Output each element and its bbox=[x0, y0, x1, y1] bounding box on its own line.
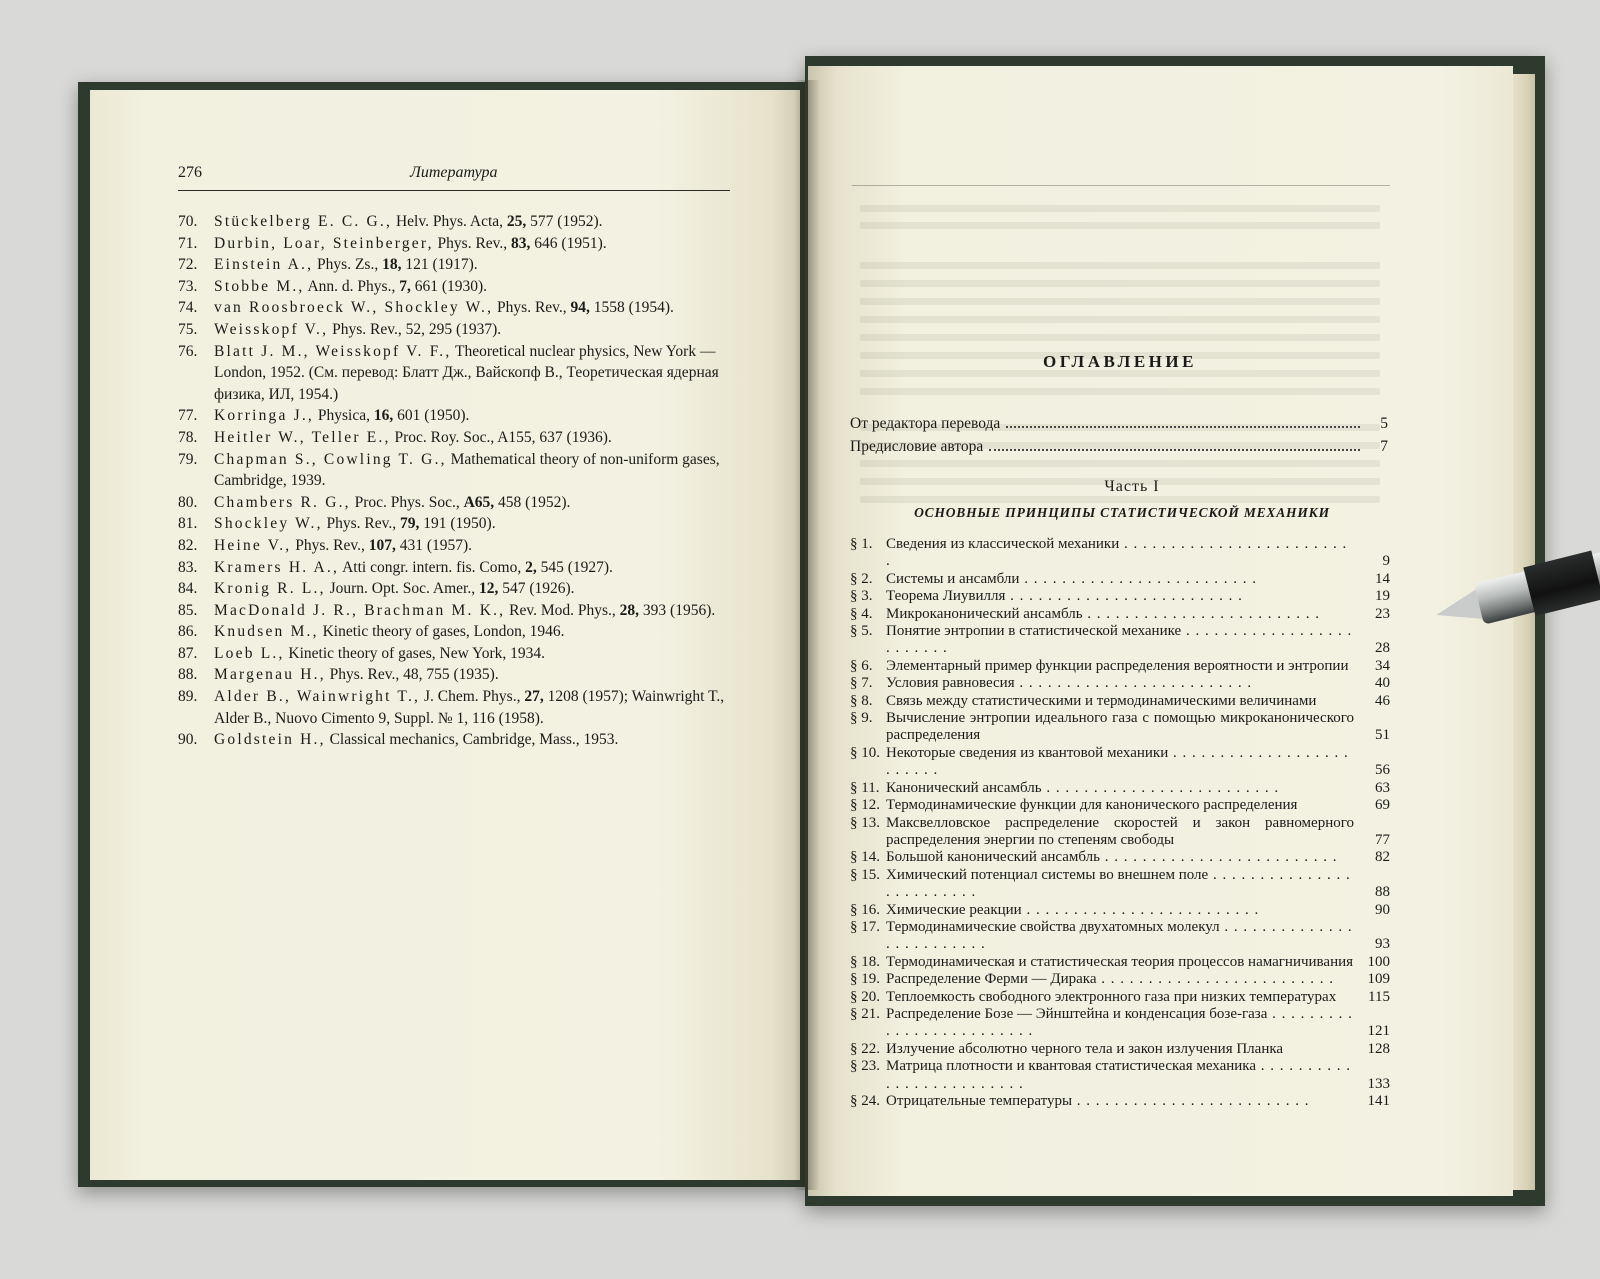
reference-details: 191 (1950). bbox=[419, 515, 496, 533]
book-gutter bbox=[794, 80, 820, 1190]
reference-item bbox=[178, 405, 738, 427]
section-page: 128 bbox=[1367, 1040, 1390, 1057]
reference-item bbox=[178, 297, 738, 319]
reference-source: Journ. Opt. Soc. Amer., bbox=[325, 580, 479, 598]
section-title: Условия равновесия . . . bbox=[886, 675, 1354, 692]
reference-number: 81. bbox=[178, 515, 198, 533]
toc-section-item bbox=[850, 623, 1390, 658]
reference-item bbox=[178, 664, 738, 686]
bleed-through-line bbox=[860, 316, 1380, 323]
section-title: Максвелловское распределение скоростей и закон равномерного распределения энергии по степеням свободы bbox=[886, 814, 1354, 848]
reference-source: Classical mechanics, Cambridge, Mass., 1953. bbox=[325, 731, 619, 749]
bleed-through-line bbox=[860, 460, 1380, 467]
reference-details: 121 (1917). bbox=[401, 256, 478, 274]
section-page: 56 bbox=[1375, 762, 1390, 779]
reference-number: 87. bbox=[178, 644, 198, 662]
reference-author: Heitler W., Teller E., bbox=[214, 428, 391, 446]
front-matter-list bbox=[850, 412, 1388, 458]
reference-number: 83. bbox=[178, 558, 198, 576]
section-number: § 15. bbox=[850, 866, 880, 883]
reference-volume: 79, bbox=[400, 515, 420, 533]
section-title: Отрицательные температуры . . . bbox=[886, 1093, 1354, 1110]
reference-source: Phys. Rev., 52, 295 (1937). bbox=[328, 320, 502, 338]
reference-number: 90. bbox=[178, 731, 198, 749]
section-number: § 10. bbox=[850, 744, 880, 761]
section-page: 28 bbox=[1375, 640, 1390, 657]
reference-number: 86. bbox=[178, 623, 198, 641]
reference-item bbox=[178, 557, 738, 579]
section-title: Термодинамическая и статистическая теория процессов намагничивания bbox=[886, 953, 1354, 970]
reference-source: Phys. Rev., bbox=[493, 299, 571, 317]
reference-author: MacDonald J. R., Brachman M. K., bbox=[214, 601, 506, 619]
section-number: § 1. bbox=[850, 536, 873, 552]
reference-source: Proc. Phys. Soc., bbox=[350, 493, 464, 511]
section-number: § 7. bbox=[850, 675, 873, 692]
reference-item bbox=[178, 427, 738, 449]
section-number: § 20. bbox=[850, 988, 880, 1005]
section-title: Связь между статистическими и термодинамическими величинами bbox=[886, 692, 1317, 709]
section-number: § 13. bbox=[850, 814, 880, 831]
reference-number: 78. bbox=[178, 428, 198, 446]
toc-section-item bbox=[850, 815, 1390, 850]
section-title: Химический потенциал системы во внешнем поле . . . bbox=[886, 867, 1354, 902]
reference-item bbox=[178, 341, 738, 406]
section-title: Сведения из классической механики . . . bbox=[886, 536, 1354, 571]
section-title: Микроканонический ансамбль . . . bbox=[886, 606, 1354, 623]
reference-item bbox=[178, 643, 738, 665]
bleed-through-line bbox=[860, 205, 1380, 212]
reference-source: Rev. Mod. Phys., bbox=[505, 601, 620, 619]
reference-number: 88. bbox=[178, 666, 198, 684]
reference-volume: 18, bbox=[382, 256, 402, 274]
section-title: Теорема Лиувилля . . . bbox=[886, 588, 1354, 605]
section-number: § 21. bbox=[850, 1005, 880, 1022]
section-title: Понятие энтропии в статистической механике . . . bbox=[886, 623, 1354, 658]
reference-list bbox=[178, 211, 738, 751]
toc-section-item bbox=[850, 867, 1390, 902]
reference-author: Kronig R. L., bbox=[214, 580, 326, 598]
reference-details: 1558 (1954). bbox=[589, 299, 674, 317]
reference-details: 393 (1956). bbox=[639, 601, 716, 619]
section-title: Вычисление энтропии идеального газа с помощью микроканонического распределения bbox=[886, 710, 1354, 744]
reference-source: Phys. Rev., bbox=[322, 515, 401, 533]
reference-author: Loeb L., bbox=[214, 644, 285, 662]
dot-leader bbox=[989, 449, 1360, 451]
section-title: Системы и ансамбли . . . bbox=[886, 571, 1354, 588]
section-title: Большой канонический ансамбль . . . bbox=[886, 849, 1354, 866]
reference-volume: 2, bbox=[525, 558, 537, 576]
running-head bbox=[178, 160, 730, 191]
reference-author: Kramers H. A., bbox=[214, 558, 340, 576]
section-title: Распределение Бозе — Эйнштейна и конденсация бозе-газа . . . bbox=[886, 1006, 1354, 1041]
section-number: § 11. bbox=[850, 779, 880, 796]
section-page: 88 bbox=[1375, 884, 1390, 901]
reference-source: Phys. Zs., bbox=[313, 256, 383, 274]
section-number: § 9. bbox=[850, 710, 873, 727]
reference-number: 75. bbox=[178, 320, 198, 338]
reference-number: 82. bbox=[178, 536, 198, 554]
toc-section-item bbox=[850, 1093, 1390, 1110]
reference-source: Helv. Phys. Acta, bbox=[392, 213, 507, 230]
toc-section-item bbox=[850, 1041, 1390, 1058]
section-page: 19 bbox=[1375, 588, 1390, 605]
bleed-through-line bbox=[860, 334, 1380, 341]
section-page: 133 bbox=[1367, 1075, 1390, 1092]
reference-number: 73. bbox=[178, 277, 198, 295]
toc-front-item bbox=[850, 435, 1388, 458]
reference-author: Heine V., bbox=[214, 536, 292, 554]
section-title: Термодинамические свойства двухатомных молекул . . . bbox=[886, 919, 1354, 954]
reference-source: Theoretical nuclear physics, New York — London, 1952. (См. перевод: Блатт Дж., Вайскопф В., Теоретическая ядерная физика, ИЛ, 1954.) bbox=[214, 342, 719, 403]
section-number: § 5. bbox=[850, 623, 873, 640]
reference-details: 661 (1930). bbox=[410, 277, 488, 295]
bleed-through-rule bbox=[852, 185, 1390, 186]
toc-section-item bbox=[850, 536, 1390, 571]
reference-item bbox=[178, 254, 738, 276]
section-page: 40 bbox=[1375, 675, 1390, 692]
section-page: 77 bbox=[1375, 831, 1390, 848]
reference-author: Korringa J., bbox=[214, 407, 315, 425]
toc-section-item bbox=[850, 571, 1390, 588]
toc-front-page: 5 bbox=[1380, 415, 1388, 432]
reference-author: Weisskopf V., bbox=[214, 320, 329, 338]
reference-author: Stückelberg E. C. G., bbox=[214, 213, 393, 230]
section-page: 14 bbox=[1375, 570, 1390, 587]
reference-details: 545 (1927). bbox=[536, 558, 613, 576]
reference-author: Blatt J. M., Weisskopf V. F., bbox=[214, 342, 452, 360]
page-number: 276 bbox=[178, 164, 202, 181]
reference-number: 79. bbox=[178, 450, 198, 468]
reference-details: 547 (1926). bbox=[498, 580, 575, 598]
section-page: 100 bbox=[1367, 953, 1390, 970]
toc-title: ОГЛАВЛЕНИЕ bbox=[1043, 352, 1197, 371]
reference-author: Alder B., Wainwright T., bbox=[214, 688, 421, 706]
reference-item bbox=[178, 276, 738, 298]
section-page: 51 bbox=[1375, 727, 1390, 744]
section-number: § 6. bbox=[850, 657, 873, 674]
part-title: ОСНОВНЫЕ ПРИНЦИПЫ СТАТИСТИЧЕСКОЙ МЕХАНИКИ bbox=[914, 505, 1330, 520]
section-page: 141 bbox=[1367, 1093, 1390, 1109]
bleed-through-line bbox=[860, 222, 1380, 229]
reference-number: 84. bbox=[178, 580, 198, 598]
section-title: Термодинамические функции для канонического распределения bbox=[886, 797, 1298, 814]
section-number: § 17. bbox=[850, 918, 880, 935]
reference-item bbox=[178, 621, 738, 643]
reference-volume: 12, bbox=[478, 580, 499, 598]
section-number: § 19. bbox=[850, 971, 880, 988]
section-number: § 14. bbox=[850, 849, 880, 866]
section-title: Излучение абсолютно черного тела и закон излучения Планка bbox=[886, 1040, 1284, 1057]
toc-section-item bbox=[850, 693, 1390, 710]
reference-details: 577 (1952). bbox=[526, 213, 603, 230]
bleed-through-line bbox=[860, 262, 1380, 269]
reference-details: 601 (1950). bbox=[393, 407, 470, 425]
toc-section-item bbox=[850, 675, 1390, 692]
toc-section-item bbox=[850, 954, 1390, 971]
section-number: § 24. bbox=[850, 1093, 880, 1109]
reference-source: J. Chem. Phys., bbox=[420, 688, 525, 706]
section-title: Теплоемкость свободного электронного газа при низких температурах bbox=[886, 988, 1337, 1005]
section-page: 9 bbox=[1382, 553, 1390, 570]
section-number: § 4. bbox=[850, 605, 873, 622]
section-page: 23 bbox=[1375, 605, 1390, 622]
toc-section-item bbox=[850, 780, 1390, 797]
reference-item bbox=[178, 513, 738, 535]
section-number: § 16. bbox=[850, 901, 880, 918]
section-number: § 22. bbox=[850, 1040, 880, 1057]
toc-section-item bbox=[850, 710, 1390, 745]
reference-number: 76. bbox=[178, 342, 198, 360]
reference-author: Durbin, Loar, Steinberger, bbox=[214, 234, 434, 252]
toc-section-item bbox=[850, 658, 1390, 675]
reference-item bbox=[178, 319, 738, 341]
bleed-through-line bbox=[860, 298, 1380, 305]
toc-section-item bbox=[850, 1006, 1390, 1041]
reference-source: Mathematical theory of non-uniform gases, Cambridge, 1939. bbox=[214, 450, 720, 490]
section-number: § 3. bbox=[850, 588, 873, 605]
toc-front-title: Предисловие автора bbox=[850, 438, 984, 455]
reference-number: 72. bbox=[178, 256, 198, 274]
reference-author: Chapman S., Cowling T. G., bbox=[214, 450, 447, 468]
dot-leader bbox=[1006, 426, 1360, 428]
reference-author: Stobbe M., bbox=[214, 277, 305, 295]
section-number: § 12. bbox=[850, 797, 880, 814]
toc-section-item bbox=[850, 971, 1390, 988]
reference-item bbox=[178, 729, 738, 751]
reference-source: Phys. Rev., 48, 755 (1935). bbox=[325, 666, 499, 684]
toc-front-page: 7 bbox=[1380, 438, 1388, 455]
toc-front-item bbox=[850, 412, 1388, 435]
reference-source: Kinetic theory of gases, London, 1946. bbox=[318, 623, 565, 641]
reference-number: 70. bbox=[178, 213, 198, 230]
section-page: 46 bbox=[1375, 692, 1390, 709]
reference-author: van Roosbroeck W., Shockley W., bbox=[214, 299, 494, 317]
toc-section-item bbox=[850, 1058, 1390, 1093]
toc-section-item bbox=[850, 849, 1390, 866]
reference-author: Chambers R. G., bbox=[214, 493, 351, 511]
section-page: 34 bbox=[1375, 657, 1390, 674]
toc-section-item bbox=[850, 902, 1390, 919]
section-number: § 2. bbox=[850, 570, 873, 587]
toc-section-item bbox=[850, 797, 1390, 814]
section-page: 93 bbox=[1375, 936, 1390, 953]
reference-item bbox=[178, 578, 738, 600]
reference-volume: 107, bbox=[368, 536, 396, 554]
section-title: Канонический ансамбль . . . bbox=[886, 780, 1354, 797]
section-page: 63 bbox=[1375, 779, 1390, 796]
section-page: 121 bbox=[1367, 1023, 1390, 1040]
section-page: 109 bbox=[1367, 971, 1390, 988]
reference-number: 80. bbox=[178, 493, 198, 511]
toc-section-item bbox=[850, 745, 1390, 780]
reference-volume: 7, bbox=[399, 277, 411, 295]
reference-volume: 25, bbox=[506, 213, 527, 230]
reference-source: Physica, bbox=[314, 407, 374, 425]
reference-number: 71. bbox=[178, 234, 198, 252]
section-title: Некоторые сведения из квантовой механики . . . bbox=[886, 745, 1354, 780]
reference-number: 85. bbox=[178, 601, 198, 619]
reference-volume: 94, bbox=[570, 299, 590, 317]
reference-author: Margenau H., bbox=[214, 666, 326, 684]
reference-source: Proc. Roy. Soc., A155, 637 (1936). bbox=[390, 428, 612, 446]
reference-source: Ann. d. Phys., bbox=[304, 277, 400, 295]
section-page: 115 bbox=[1368, 988, 1390, 1005]
part-label: Часть I bbox=[1104, 478, 1160, 495]
reference-source: Atti congr. intern. fis. Como, bbox=[339, 558, 526, 576]
bleed-through-line bbox=[860, 496, 1380, 503]
reference-item bbox=[178, 686, 738, 729]
toc-section-item bbox=[850, 588, 1390, 605]
reference-item bbox=[178, 600, 738, 622]
reference-details: 646 (1951). bbox=[530, 234, 607, 252]
reference-item bbox=[178, 233, 738, 255]
reference-source: Phys. Rev., bbox=[291, 536, 369, 554]
bleed-through-line bbox=[860, 280, 1380, 287]
reference-item bbox=[178, 535, 738, 557]
reference-number: 74. bbox=[178, 299, 198, 317]
running-title: Литература bbox=[410, 164, 498, 181]
toc-section-item bbox=[850, 989, 1390, 1006]
section-title: Элементарный пример функции распределения вероятности и энтропии bbox=[886, 657, 1349, 674]
reference-author: Goldstein H., bbox=[214, 731, 326, 749]
section-page: 69 bbox=[1375, 797, 1390, 814]
reference-details: 1208 (1957); Wainwright T., Alder B., Nuovo Cimento 9, Suppl. № 1, 116 (1958). bbox=[214, 688, 725, 727]
section-number: § 8. bbox=[850, 692, 873, 709]
page-block-edge bbox=[1513, 74, 1535, 1190]
section-number: § 18. bbox=[850, 953, 880, 970]
reference-item bbox=[178, 211, 738, 233]
toc-section-item bbox=[850, 919, 1390, 954]
section-number: § 23. bbox=[850, 1058, 880, 1075]
reference-author: Einstein A., bbox=[214, 256, 314, 274]
reference-item bbox=[178, 449, 738, 492]
section-title: Распределение Ферми — Дирака . . . bbox=[886, 971, 1354, 988]
reference-volume: A65, bbox=[463, 493, 495, 511]
toc-section-item bbox=[850, 606, 1390, 623]
reference-volume: 27, bbox=[524, 688, 544, 706]
reference-number: 89. bbox=[178, 688, 198, 706]
reference-source: Phys. Rev., bbox=[433, 234, 512, 252]
reference-number: 77. bbox=[178, 407, 198, 425]
reference-volume: 83, bbox=[511, 234, 531, 252]
section-page: 90 bbox=[1375, 901, 1390, 918]
section-title: Химические реакции . . . bbox=[886, 902, 1354, 919]
reference-author: Knudsen M., bbox=[214, 623, 319, 641]
reference-volume: 16, bbox=[373, 407, 394, 425]
reference-details: 458 (1952). bbox=[494, 493, 571, 511]
reference-author: Shockley W., bbox=[214, 515, 323, 533]
reference-item bbox=[178, 492, 738, 514]
reference-source: Kinetic theory of gases, New York, 1934. bbox=[284, 644, 545, 662]
reference-volume: 28, bbox=[619, 601, 640, 619]
toc-list bbox=[850, 536, 1390, 1110]
toc-front-title: От редактора перевода bbox=[850, 415, 1001, 432]
bleed-through-line bbox=[860, 388, 1380, 395]
section-page: 82 bbox=[1375, 849, 1390, 866]
reference-details: 431 (1957). bbox=[395, 536, 473, 554]
section-title: Матрица плотности и квантовая статистическая механика . . . bbox=[886, 1058, 1354, 1093]
